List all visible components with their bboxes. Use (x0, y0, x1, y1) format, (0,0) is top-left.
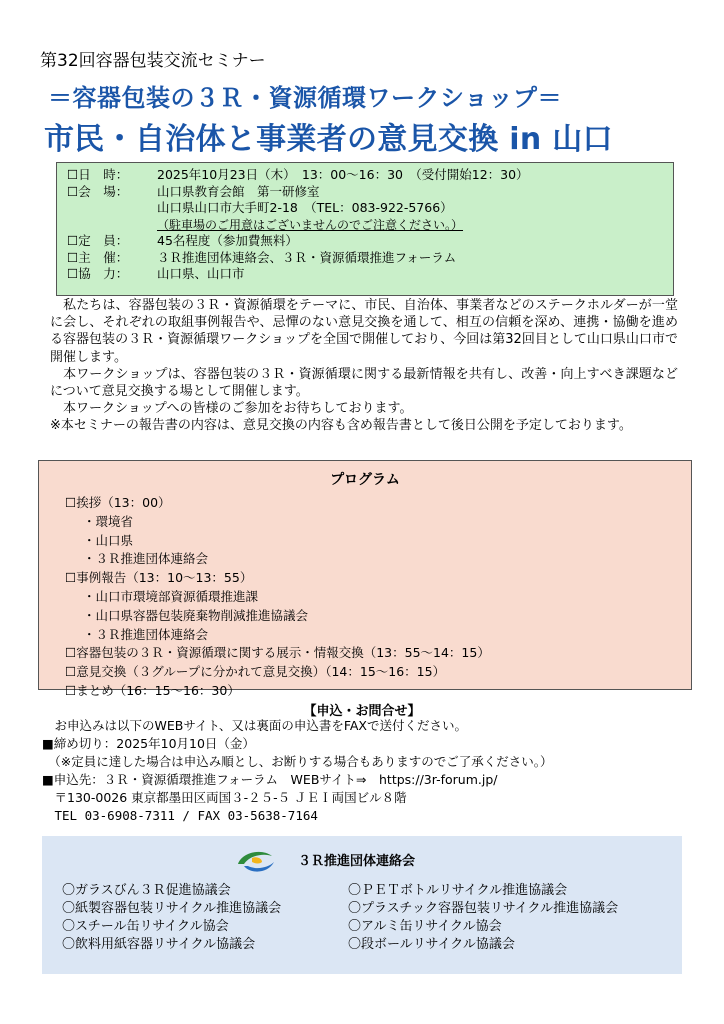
apply-to-link[interactable]: ■申込先：３Ｒ・資源循環推進フォーラム WEBサイト⇒ https://3r-forum.jp/ (42, 772, 498, 787)
program-item: ☐意見交換（３グループに分かれて意見交換）（14：15〜16：15） (65, 664, 446, 680)
program-subitem: ・３Ｒ推進団体連絡会 (83, 551, 209, 567)
3r-logo-icon (232, 844, 280, 880)
info-label: ☐協 力： (67, 266, 129, 281)
footer-org-name: ３Ｒ推進団体連絡会 (298, 854, 416, 869)
program-subitem: ・山口県容器包装廃棄物削減推進協議会 (83, 607, 309, 623)
info-value: ３Ｒ推進団体連絡会、３Ｒ・資源循環推進フォーラム (157, 249, 457, 265)
info-value: 山口県、山口市 (157, 266, 245, 281)
info-row-parking-note (67, 217, 673, 234)
program-item: ☐挨拶（13：00） (65, 495, 171, 510)
contact-section (42, 717, 702, 825)
info-row-cooperation (67, 266, 673, 283)
pre-title: 第32回容器包装交流セミナー (40, 51, 266, 71)
info-row-datetime (67, 167, 673, 184)
info-value: 山口県山口市大手町2-18 （TEL：083-922-5766） (157, 200, 453, 215)
member-item: 〇紙製容器包装リサイクル推進協議会 (62, 901, 282, 916)
page-title: 市民・自治体と事業者の意見交換 in 山口 (44, 122, 613, 157)
deadline-note: （※定員に達した場合は申込み順とし、お断りする場合もありますのでご了承ください。） (42, 754, 553, 769)
intro-note: ※本セミナーの報告書の内容は、意見交換の内容も含め報告書として後日公開を予定しております。 (50, 418, 632, 434)
program-title: プログラム (330, 472, 400, 488)
deadline: ■締め切り：2025年10月10日（金） (42, 736, 255, 751)
program-subitem: ・３Ｒ推進団体連絡会 (83, 626, 209, 642)
member-item: 〇プラスチック容器包装リサイクル推進協議会 (348, 901, 619, 916)
info-row-address (67, 200, 673, 217)
member-item: 〇段ボールリサイクル協議会 (348, 937, 515, 952)
member-item: 〇スチール缶リサイクル協会 (62, 919, 229, 934)
member-list-left (62, 882, 281, 954)
member-list-right (348, 882, 618, 954)
contact-heading: 【申込・お問合せ】 (303, 704, 421, 719)
program-item: ☐事例報告（13：10〜13：55） (65, 570, 253, 586)
info-label (67, 200, 157, 217)
member-item: 〇飲料用紙容器リサイクル協議会 (62, 937, 256, 952)
info-value: （駐車場のご用意はございませんのでご注意ください。） (157, 217, 464, 232)
info-value: 45名程度（参加費無料） (157, 233, 298, 248)
program-item: ☐容器包装の３Ｒ・資源循環に関する展示・情報交換（13：55〜14：15） (65, 645, 490, 661)
program-subitem: ・山口県 (83, 532, 134, 548)
event-info-box (56, 162, 674, 296)
program-subitem: ・山口市環境部資源循環推進課 (83, 588, 259, 604)
info-label: ☐定 員： (67, 233, 129, 248)
member-item: 〇ガラスびん３Ｒ促進協議会 (62, 883, 231, 898)
info-row-venue (67, 184, 673, 201)
program-box (38, 460, 692, 698)
member-item: 〇アルミ缶リサイクル協会 (348, 919, 502, 934)
intro-text (50, 297, 678, 435)
intro-paragraph: 本ワークショップは、容器包装の３Ｒ・資源循環に関する最新情報を共有し、改善・向上すべき課題などについて意見交換する場として開催します。 (50, 366, 678, 400)
info-label: ☐会 場： (67, 183, 129, 199)
program-item: ☐まとめ（16：15〜16：30） (65, 682, 240, 698)
info-row-organizer (67, 250, 673, 267)
intro-paragraph: 本ワークショップへの皆様のご参加をお待ちしております。 (50, 401, 413, 417)
program-subitem: ・環境省 (83, 513, 134, 529)
intro-paragraph: 私たちは、容器包装の３Ｒ・資源循環をテーマに、市民、自治体、事業者などのステークホルダーが一堂に会し、それぞれの取組事例報告や、忌憚のない意見交換を通して、相互の信頼を深め、連携・協働を進める容器包装の３Ｒ・資源循環ワークショップを全国で開催しており、今回は第32回目として山口県山口市で開催します。 (50, 298, 678, 365)
contact-phone-fax: TEL 03-6908-7311 / FAX 03-5638-7164 (42, 808, 318, 823)
info-label: ☐主 催： (67, 249, 129, 265)
contact-instructions: お申込みは以下のWEBサイト、又は裏面の申込書をFAXで送付ください。 (42, 718, 467, 733)
subtitle: ＝容器包装の３Ｒ・資源循環ワークショップ＝ (48, 84, 563, 112)
footer-organization-box (42, 836, 682, 974)
info-value: 山口県教育会館 第一研修室 (157, 183, 320, 199)
info-value: 2025年10月23日（木） 13：00〜16：30 （受付開始12：30） (157, 167, 529, 182)
contact-address: 〒130-0026 東京都墨田区両国３-２５-５ ＪＥＩ両国ビル８階 (42, 790, 407, 805)
info-row-capacity (67, 233, 673, 250)
member-item: 〇ＰＥＴボトルリサイクル推進協議会 (348, 883, 568, 898)
info-label (67, 217, 157, 234)
info-label: ☐日 時： (67, 167, 129, 182)
